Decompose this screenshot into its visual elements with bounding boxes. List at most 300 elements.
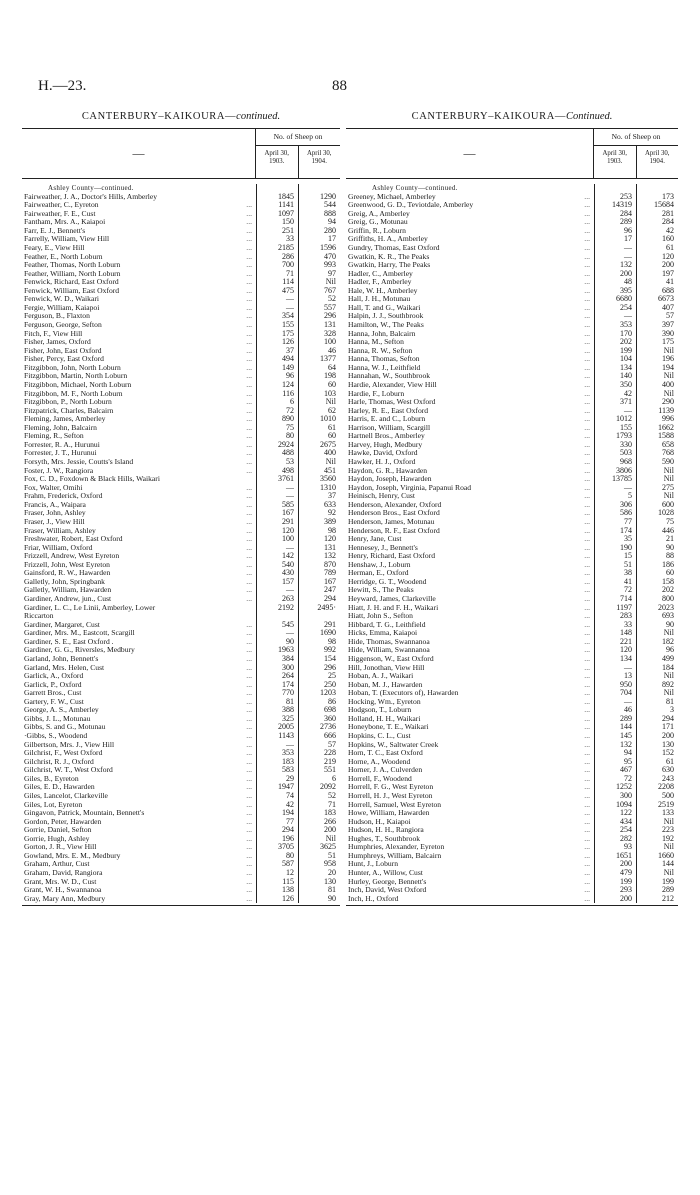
sheep-count-1903: 29 [286,774,294,783]
owner-name [22,869,256,878]
sheep-count-1904: 275 [662,483,674,492]
leader-dots: ... [584,637,590,646]
owner-name-text: Fitzgibbon, M. F., North Loburn [24,389,123,398]
sheep-count-1904: 3625 [320,843,336,852]
leader-dots: ... [584,800,590,809]
leader-dots: ... [246,595,252,603]
sheep-count-1903: 545 [282,620,294,629]
sheep-count-1903: 41 [624,577,632,586]
owner-name-text: Hurley, George, Bennett's [348,877,427,886]
sheep-count-1903 [257,612,294,621]
sheep-count-1903: 1012 [616,415,632,424]
sheep-count-1904: Nil [663,389,674,398]
sheep-count-1903: 1963 [278,646,294,655]
owner-name [22,415,256,424]
leader-dots: ... [584,595,590,603]
sheep-count-1903: 149 [282,363,294,372]
sheep-count-1904: 266 [324,817,336,826]
owner-name [346,646,594,655]
owner-name [22,312,256,321]
owner-name [22,801,256,810]
sheep-count-1903: 2192 [278,603,294,612]
sheep-count-1903: 3705 [278,843,294,852]
leader-dots: ... [584,398,590,407]
sheep-count-1903: — [286,295,294,304]
sheep-count-1904: 186 [662,560,674,569]
owner-name-text: Forsyth, Mrs. Jessie, Coutts's Island [24,458,134,466]
leader-dots: ... [584,732,590,740]
sheep-count-1903: 42 [286,800,294,809]
owner-name-text: Gibbs, J. L., Motunau [24,714,91,723]
owner-name-text: Gardiner, Margaret, Cust [24,620,100,629]
owner-name [346,544,594,553]
leader-dots: ... [584,774,590,783]
right-header-1904: April 30, 1904. [636,146,679,178]
leader-dots: ... [246,800,252,809]
sheep-count-1903: 15 [624,552,632,561]
sheep-count-1904: 60 [328,432,336,441]
sheep-count-1903: — [286,629,294,638]
owner-name-text: Horn, T. C., East Oxford [348,749,423,758]
leader-dots: ... [584,440,590,449]
owner-name [346,330,594,339]
leader-dots: ... [584,629,590,638]
sheep-count-1904: 130 [324,877,336,886]
sheep-count-1903: 353 [620,321,632,329]
leader-dots: ... [584,295,590,304]
owner-name-text: Gardiner, S. E., East Oxford . [24,637,114,646]
owner-name-text: Hodgson, T., Loburn [348,706,412,715]
owner-name-text: Henderson, R. F., East Oxford [348,526,440,535]
sheep-count-1903: 17 [624,235,632,244]
sheep-count-1904: 633 [324,500,336,509]
leader-dots: ... [584,612,590,621]
owner-name [22,458,256,467]
sheep-count-1903: 264 [282,672,294,681]
owner-name [22,878,256,887]
leader-dots: ... [584,517,590,526]
owner-name [346,407,594,416]
owner-name-text: Hibbard, T. G., Leithfield [348,620,426,629]
sheep-count-1903: 12 [286,869,294,877]
owner-name [346,629,594,638]
sheep-count-1904: 666 [324,732,336,740]
owner-name [346,458,594,467]
owner-name [22,244,256,253]
owner-name-text: Gardiner, G. G., Riversles, Medbury [24,646,135,655]
sheep-count-1904: 196 [662,355,674,364]
leader-dots: ... [246,329,252,338]
sheep-count-1904: 544 [324,201,336,210]
sheep-count-1904: 2495· [317,603,336,612]
leader-dots: ... [584,826,590,835]
sheep-count-1903: 72 [286,406,294,415]
owner-name-text: Hopkins, C. L., Cust [348,732,411,740]
leader-dots: ... [246,372,252,381]
owner-name [22,338,256,347]
sheep-count-1904: 630 [662,766,674,775]
sheep-count-1903: 282 [620,834,632,843]
sheep-count-1903: 142 [282,552,294,561]
sheep-count-1903: 1141 [278,201,294,210]
owner-name [22,681,256,690]
owner-name [22,732,256,741]
sheep-count-1904: 1662 [658,423,674,432]
sheep-count-1904: 290 [662,398,674,407]
owner-name-text: Farrelly, William, View Hill [24,235,110,244]
leader-dots: ... [584,475,590,484]
owner-name-text: Hanna, John, Balcairn [348,329,416,338]
owner-name-text: Higgenson, W., East Oxford [348,654,434,663]
leader-dots: ... [584,723,590,732]
owner-name-text: Gardiner, L. C., Le Linii, Amberley, Lower [24,603,156,612]
leader-dots: ... [584,415,590,424]
owner-name-text: Horrell, H. J., West Eyreton [348,791,433,800]
owner-name-text: Fitzgibbon, Michael, North Loburn [24,380,132,389]
sheep-count-1903: 37 [286,346,294,355]
owner-name-text: Gordon, Peter, Hawarden [24,817,102,826]
sheep-count-1903: 38 [624,569,632,578]
leader-dots: ... [246,680,252,689]
sheep-count-1904: 173 [662,192,674,201]
left-1903-column [256,184,298,903]
owner-name [346,449,594,458]
owner-name [22,535,256,544]
sheep-count-1903: 13785 [612,475,632,484]
owner-name [22,364,256,373]
sheep-count-1903: 330 [620,440,632,449]
sheep-count-1904: 81 [666,697,674,706]
owner-name [346,638,594,647]
leader-dots: ... [584,860,590,869]
leader-dots: ... [246,363,252,372]
right-header-dash: — [463,146,476,160]
leader-dots: ... [246,749,252,758]
owner-name [22,441,256,450]
owner-name [22,321,256,330]
sheep-count-1904: 194 [662,363,674,372]
sheep-count-1904: 64 [328,363,336,372]
owner-name-text: Henderson, James, Motunau [348,517,435,526]
owner-name-text: Hiatt, J. H. and F. H., Waikari [348,603,439,612]
sheep-count-1903: 200 [620,860,632,869]
owner-name [22,586,256,595]
owner-name-text: Harley, R. E., East Oxford [348,406,429,415]
owner-name [346,732,594,741]
sheep-count-1903: 2924 [278,440,294,449]
leader-dots: ... [584,458,590,466]
owner-name-text: Fox, C. D., Foxdown & Black Hills, Waikari [24,475,160,484]
owner-name [346,621,594,630]
owner-name-text: Fox, Walter, Omihi [24,483,83,492]
sheep-count-1903: 263 [282,595,294,603]
owner-name-text: Harrison, William, Scargill [348,423,431,432]
sheep-count-1903: 77 [286,817,294,826]
leader-dots: ... [584,646,590,655]
owner-name-text: Henry, Jane, Cust [348,535,402,544]
owner-name [346,210,594,219]
owner-name-text: Hoban, T. (Executors of), Hawarden [348,689,459,698]
leader-dots: ... [246,218,252,227]
leader-dots: ... [246,269,252,278]
sheep-count-1904: 281 [662,209,674,218]
sheep-count-1903: 35 [624,535,632,544]
sheep-count-1903: 350 [620,380,632,389]
right-column-title [346,110,678,124]
owner-name [22,775,256,784]
sheep-count-1904: 197 [662,269,674,278]
sheep-count-1903: 196 [282,834,294,843]
sheep-count-1904: 600 [662,500,674,509]
sheep-count-1904: Nil [663,466,674,475]
owner-name-text: Hartnell Bros., Amberley [348,432,425,441]
sheep-count-1904: 52 [328,791,336,800]
leader-dots: ... [246,261,252,270]
sheep-count-1903: 42 [624,389,632,398]
owner-name-text: Graham, David, Rangiora [24,869,103,877]
sheep-count-1904: 154 [324,654,336,663]
owner-name-text: Harvey, Hugh, Medbury [348,440,423,449]
leader-dots: ... [584,877,590,886]
leader-dots: ... [246,252,252,261]
owner-name-text: Francis, A., Waipara [24,500,86,509]
owner-name [22,235,256,244]
owner-name-text: Haydon, Joseph, Hawarden [348,475,432,484]
sheep-count-1903: 175 [282,329,294,338]
sheep-count-1904: Nil [663,672,674,681]
owner-name-text: Henderson Bros., East Oxford [348,509,440,518]
sheep-count-1904: 223 [662,826,674,835]
sheep-count-1904: 284 [662,218,674,227]
owner-name [346,775,594,784]
owner-name [346,501,594,510]
owner-name-text: Fisher, James, Oxford [24,338,91,347]
owner-name [346,261,594,270]
sheep-count-1903: 96 [286,372,294,381]
owner-name-text: Fraser, William, Ashley [24,526,96,535]
owner-name [346,475,594,484]
sheep-count-1903: — [624,406,632,415]
owner-name [22,261,256,270]
sheep-count-1903: — [286,586,294,595]
sheep-count-1903: 77 [624,517,632,526]
owner-name-text: Fleming, R., Sefton [24,432,84,441]
leader-dots: ... [246,672,252,681]
sheep-count-1904: Nil [325,834,336,843]
owner-name [22,278,256,287]
sheep-count-1904: 1028 [658,509,674,518]
sheep-count-1903: 498 [282,466,294,475]
leader-dots: ... [246,740,252,749]
sheep-count-1904: 296 [324,312,336,321]
owner-name-text: Greig, A., Amberley [348,209,410,218]
sheep-count-1903: 388 [282,706,294,715]
owner-name-text: Feather, E., North Loburn [24,252,103,261]
owner-name [346,509,594,518]
leader-dots: ... [246,449,252,458]
owner-name-text: Garlick, A., Oxford [24,672,84,681]
owner-name-text: Fitzgibbon, Martin, North Loburn [24,372,128,381]
leader-dots: ... [246,243,252,252]
sheep-count-1904: 25 [328,672,336,681]
leader-dots: ... [246,646,252,655]
sheep-count-1903: 354 [282,312,294,321]
sheep-count-1904: 3 [670,706,674,715]
sheep-count-1903: 2005 [278,723,294,732]
owner-name-text: Hudson, H. H., Rangiora [348,826,424,835]
owner-name-text: Feather, Thomas, North Loburn [24,261,121,270]
owner-name-text: Haydon, G. R., Hawarden [348,466,428,475]
sheep-count-1903: 890 [282,415,294,424]
owner-name-text: Harris, E. and C., Loburn [348,415,426,424]
owner-name-text: Fitzpatrick, Charles, Balcairn [24,406,114,415]
owner-name-text: Gardiner, Mrs. M., Eastcott, Scargill [24,629,135,638]
owner-name [346,201,594,210]
owner-name-text: Honeybone, T. E., Waikari [348,723,429,732]
sheep-count-1903: 714 [620,595,632,603]
owner-name-text: Hide, William, Swannanoa [348,646,430,655]
owner-name-text: Ashley County—continued. [372,184,458,192]
sheep-count-1904: 120 [662,252,674,261]
owner-name-text: Gorton, J. R., View Hill [24,843,97,852]
sheep-count-1903: — [286,303,294,312]
owner-name [346,355,594,364]
sheep-count-1903: 199 [620,346,632,355]
owner-name [346,372,594,381]
owner-name-text: Gorrie, Hugh, Ashley [24,834,90,843]
sheep-count-1904: 499 [662,654,674,663]
right-table-header [346,129,678,179]
owner-name [22,715,256,724]
owner-name-text: Fairweather, C., Eyreton [24,201,99,210]
sheep-count-1904: 21 [666,535,674,544]
owner-name-text: Garland, Mrs. Helen, Cust [24,663,105,672]
leader-dots: ... [584,423,590,432]
sheep-count-1904: 698 [324,706,336,715]
leader-dots: ... [584,569,590,578]
owner-name [22,381,256,390]
sheep-count-1903: 170 [620,329,632,338]
sheep-count-1904: 870 [324,560,336,569]
sheep-count-1903: 190 [620,543,632,552]
leader-dots: ... [584,560,590,569]
sheep-count-1904: 658 [662,440,674,449]
leader-dots: ... [584,329,590,338]
leader-dots: ... [246,766,252,775]
sheep-count-1904: 171 [662,723,674,732]
sheep-count-1904: 86 [328,697,336,706]
owner-name-text: Gardiner, Andrew, jun., Cust [24,595,112,603]
leader-dots: ... [246,552,252,561]
owner-name [22,886,256,895]
leader-dots: ... [246,415,252,424]
leader-dots: ... [584,843,590,852]
owner-name-text: Henderson, Alexander, Oxford [348,500,442,509]
sheep-count-1903: 138 [282,886,294,895]
sheep-count-1903: 384 [282,654,294,663]
sheep-count-1903: — [624,312,632,321]
sheep-count-1904: 328 [324,329,336,338]
sheep-count-1904: 688 [662,286,674,295]
sheep-count-1904: Nil [663,475,674,484]
sheep-count-1904: 182 [662,637,674,646]
owner-name [22,210,256,219]
owner-name-text: Farr, E. J., Bennett's [24,226,86,235]
sheep-count-1904: 15684 [654,201,674,210]
owner-name [346,278,594,287]
leader-dots: ... [584,620,590,629]
owner-name [346,432,594,441]
leader-dots: ... [246,706,252,715]
sheep-count-1904: 152 [662,749,674,758]
left-title-suffix: continued. [236,111,281,122]
sheep-count-1903: 150 [282,218,294,227]
sheep-count-1904: 175 [662,338,674,347]
sheep-count-1904: 158 [662,577,674,586]
owner-name [346,561,594,570]
sheep-count-1903: 75 [286,423,294,432]
leader-dots: ... [584,252,590,261]
sheep-count-1904: 294 [324,595,336,603]
leader-dots: ... [246,466,252,475]
owner-name [346,304,594,313]
sheep-count-1904: 94 [328,218,336,227]
sheep-count-1903: 585 [282,500,294,509]
sheep-count-1904: 296 [324,663,336,672]
sheep-count-1904: 160 [662,235,674,244]
sheep-count-1904: 192 [662,834,674,843]
sheep-count-1903: 33 [624,620,632,629]
owner-name-text: Inch, David, West Oxford [348,886,427,895]
owner-name [346,681,594,690]
sheep-count-1903: 71 [286,269,294,278]
sheep-count-1904: 61 [328,423,336,432]
sheep-count-1904: 46 [328,346,336,355]
sheep-count-1904: 88 [666,552,674,561]
owner-name [22,193,256,202]
owner-name-text: Fenwick, W. D., Waikari [24,295,99,304]
sheep-count-1903: 72 [624,586,632,595]
sheep-count-1904: 17 [328,235,336,244]
owner-name [346,467,594,476]
sheep-count-1904: 397 [662,321,674,329]
owner-name [346,492,594,501]
owner-name-text: Hawke, David, Oxford [348,449,418,458]
owner-name-text: Horne, A., Woodend [348,757,411,766]
leader-dots: ... [584,492,590,501]
owner-name-text: Gray, Mary Ann, Medbury [24,894,106,903]
owner-name-text: Frizzell, John, West Eyreton [24,560,110,569]
leader-dots: ... [246,577,252,586]
right-1904-column [636,184,678,903]
sheep-count-1903: — [286,740,294,749]
right-title-suffix: Continued. [565,111,613,122]
leader-dots: ... [584,757,590,766]
owner-name-text: Heinisch, Henry, Cust [348,492,415,501]
sheep-count-1903: 488 [282,449,294,458]
sheep-count-1903: 3761 [278,475,294,484]
sheep-count-1904: 800 [662,595,674,603]
leader-dots: ... [246,851,252,860]
sheep-count-1903: 1143 [278,732,294,740]
owner-name-text: Humphries, Alexander, Eyreton [348,843,445,852]
owner-name [22,287,256,296]
owner-name [22,698,256,707]
right-1903-column [594,184,636,903]
sheep-count-1903: — [624,697,632,706]
owner-name [22,689,256,698]
leader-dots: ... [584,269,590,278]
